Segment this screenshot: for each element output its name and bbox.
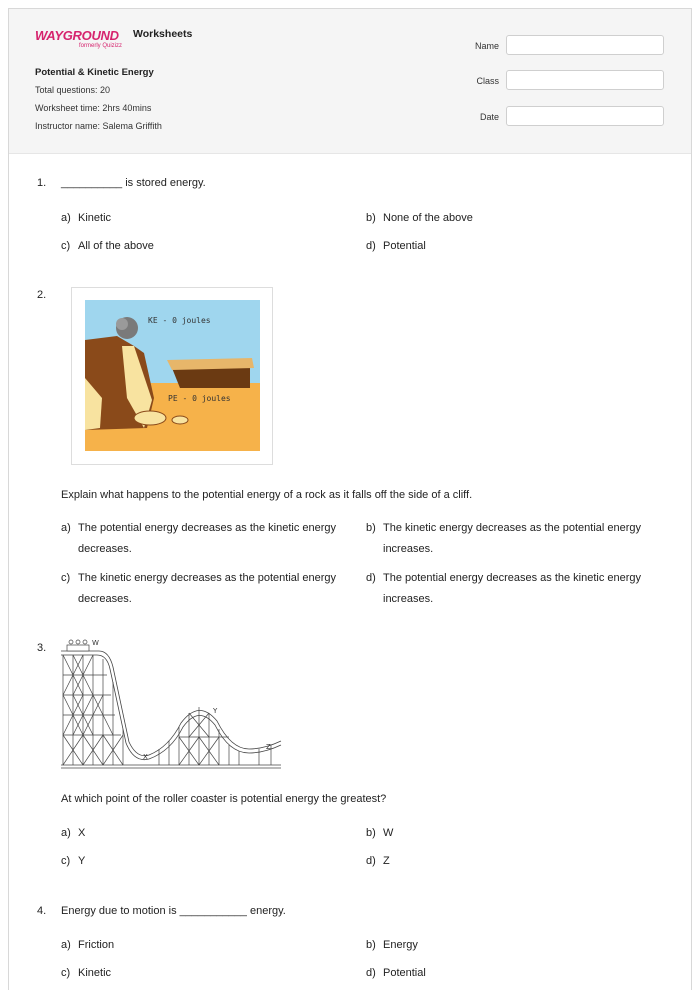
instructor-name: Instructor name: Salema Griffith xyxy=(35,121,162,131)
question-3-number: 3. xyxy=(37,642,47,654)
cliff-rock-image xyxy=(71,287,273,465)
ke-label: KE - 0 joules xyxy=(148,316,211,325)
q3-option-b: b) W xyxy=(366,827,394,839)
logo-subtitle: formerly Quizizz xyxy=(79,43,123,49)
q1-option-c: c) All of the above xyxy=(61,240,154,252)
worksheet-time: Worksheet time: 2hrs 40mins xyxy=(35,103,152,113)
wayground-logo: WAYGROUND xyxy=(35,28,119,43)
class-label: Class xyxy=(476,76,499,86)
q2-option-d: d) The potential energy decreases as the kinetic energy increases. xyxy=(366,572,642,605)
total-questions: Total questions: 20 xyxy=(35,85,111,95)
q2-option-b: b) The kinetic energy decreases as the potential energy increases. xyxy=(366,522,642,555)
date-label: Date xyxy=(479,112,499,122)
q4-option-c: c) Kinetic xyxy=(61,967,112,979)
question-2-text: Explain what happens to the potential energy of a rock as it falls off the side of a cliff. xyxy=(61,489,473,501)
q4-option-b: b) Energy xyxy=(366,939,418,951)
name-label: Name xyxy=(474,41,499,51)
date-field[interactable] xyxy=(506,106,664,126)
question-3-text: At which point of the roller coaster is potential energy the greatest? xyxy=(61,793,387,805)
coaster-label-w: W xyxy=(92,639,99,647)
q2-option-c: c) The kinetic energy decreases as the potential energy decreases. xyxy=(61,572,337,605)
q1-option-d: d) Potential xyxy=(366,240,426,252)
question-1-number: 1. xyxy=(37,177,47,189)
question-2-number: 2. xyxy=(37,289,47,301)
question-4-number: 4. xyxy=(37,905,47,917)
coaster-label-z: Z xyxy=(266,743,271,751)
worksheets-label: Worksheets xyxy=(133,28,193,40)
question-1-text: __________ is stored energy. xyxy=(61,177,206,189)
roller-coaster-image xyxy=(59,637,289,773)
q4-option-d: d) Potential xyxy=(366,967,426,979)
q3-option-c: c) Y xyxy=(61,855,86,867)
q3-option-a: a) X xyxy=(61,827,86,839)
question-4-text: Energy due to motion is ___________ energy. xyxy=(61,905,286,917)
coaster-label-y: Y xyxy=(213,707,218,715)
worksheet-title: Potential & Kinetic Energy xyxy=(35,67,154,78)
q4-option-a: a) Friction xyxy=(61,939,115,951)
q3-option-d: d) Z xyxy=(366,855,390,867)
q1-option-a: a) Kinetic xyxy=(61,212,112,224)
class-field[interactable] xyxy=(506,70,664,90)
coaster-label-x: X xyxy=(143,753,148,761)
worksheet-page xyxy=(8,8,692,990)
q2-option-a: a) The potential energy decreases as the kinetic energy decreases. xyxy=(61,522,337,555)
brand xyxy=(35,27,193,49)
worksheet-header xyxy=(9,9,691,154)
q1-option-b: b) None of the above xyxy=(366,212,473,224)
name-field[interactable] xyxy=(506,35,664,55)
pe-label: PE - 0 joules xyxy=(168,394,231,403)
